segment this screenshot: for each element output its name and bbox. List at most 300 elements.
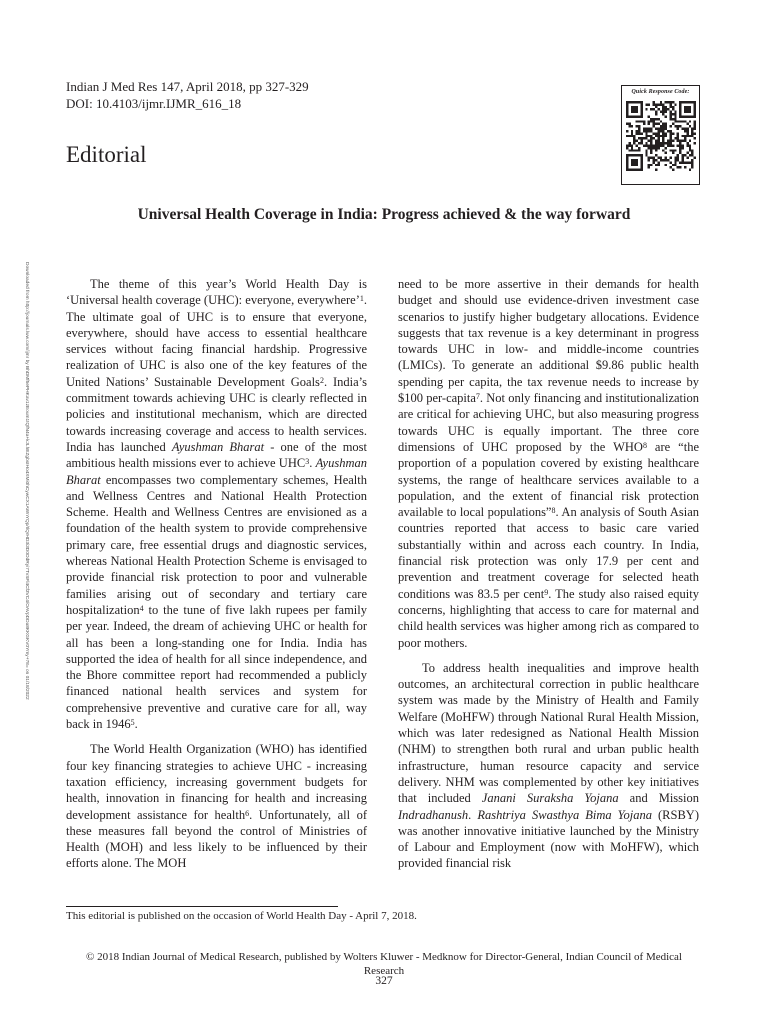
qr-module <box>669 125 671 127</box>
qr-module <box>665 115 667 117</box>
reference-marker: 2 <box>319 375 324 385</box>
qr-module <box>691 132 693 134</box>
qr-module <box>669 144 671 146</box>
qr-module <box>638 130 640 132</box>
qr-module <box>660 157 662 159</box>
qr-module <box>650 130 652 132</box>
copyright-notice: © 2018 Indian Journal of Medical Research, published by Wolters Kluwer - Medknow for Director-General, Indian Council of Medical Research <box>86 951 682 977</box>
qr-module <box>645 149 647 151</box>
body-paragraph <box>398 660 699 872</box>
qr-module <box>660 135 662 137</box>
text-run: to the tune of five lakh rupees per family per year. Indeed, the dream of achieving UHC or health for all has been a long-standing one for India. India has supported the idea of health for all since independence, and the Bhore committee report had recommended a publicly financed national health services and system for comprehensive preventive and curative care for all, way back in 1946 <box>66 602 367 732</box>
qr-module <box>628 149 630 151</box>
text-run: . Unfortunately, all of these measures fall beyond the control of Ministries of Health (MOH) and less likely to be influenced by their efforts alone. The MOH <box>66 807 367 871</box>
italic-term: Ayushman Bharat <box>171 439 265 454</box>
qr-module <box>662 130 664 132</box>
qr-module <box>694 128 696 130</box>
qr-module <box>662 159 664 161</box>
qr-module <box>657 118 659 120</box>
qr-module <box>655 154 657 156</box>
qr-module <box>653 159 655 161</box>
qr-module <box>650 164 652 166</box>
qr-module <box>640 142 642 144</box>
qr-module <box>669 149 671 151</box>
qr-module <box>674 159 676 161</box>
qr-module <box>679 147 681 149</box>
qr-module <box>674 103 676 105</box>
qr-module <box>674 118 676 120</box>
qr-module <box>677 159 679 161</box>
qr-module <box>660 130 662 132</box>
qr-module <box>655 111 657 113</box>
text-run: . <box>134 717 138 732</box>
qr-module <box>645 142 647 144</box>
qr-module <box>682 159 684 161</box>
qr-module <box>667 159 669 161</box>
qr-module <box>665 111 667 113</box>
qr-module <box>653 137 655 139</box>
text-run: . The ultimate goal of UHC is to ensure that everyone, everywhere, should have access to essential healthcare services without facing financial hardship. Progressive realization of UHC is also one of the key features of the United Nations’ Sustainable Development Goals <box>66 293 367 389</box>
qr-module <box>657 135 659 137</box>
qr-module <box>645 152 647 154</box>
qr-module <box>638 125 640 127</box>
qr-module <box>640 120 642 122</box>
qr-module <box>655 132 657 134</box>
qr-module <box>650 135 652 137</box>
qr-module <box>669 115 671 117</box>
download-side-note <box>21 262 31 732</box>
qr-module <box>684 166 686 168</box>
qr-module <box>677 132 679 134</box>
qr-module <box>674 149 676 151</box>
text-run: . An analysis of South Asian countries reported that access to basic care varied substantially within and across each country. In India, financial risk protection was only 17.9 per cent and prevention and treatment coverage for selected heath conditions was 83.5 per cent <box>398 505 699 601</box>
qr-module <box>665 128 667 130</box>
qr-module <box>648 130 650 132</box>
qr-module <box>657 142 659 144</box>
qr-module <box>648 115 650 117</box>
qr-module <box>674 125 676 127</box>
qr-module <box>667 142 669 144</box>
qr-module <box>657 123 659 125</box>
qr-module <box>662 125 664 127</box>
qr-module <box>633 149 635 151</box>
qr-module <box>662 149 664 151</box>
qr-module <box>633 140 635 142</box>
qr-module <box>679 140 681 142</box>
qr-module <box>672 164 674 166</box>
qr-module <box>691 152 693 154</box>
qr-module <box>648 123 650 125</box>
qr-module <box>662 140 664 142</box>
qr-module <box>665 123 667 125</box>
qr-module <box>643 123 645 125</box>
qr-module <box>636 120 638 122</box>
qr-module <box>643 130 645 132</box>
qr-module <box>626 144 628 146</box>
qr-module <box>638 142 640 144</box>
qr-module <box>686 144 688 146</box>
reference-marker: 4 <box>139 603 144 613</box>
qr-module <box>672 113 674 115</box>
qr-module <box>667 130 669 132</box>
qr-module <box>682 135 684 137</box>
qr-module <box>677 154 679 156</box>
qr-module <box>657 108 659 110</box>
qr-module <box>657 103 659 105</box>
qr-module <box>691 130 693 132</box>
qr-module <box>657 130 659 132</box>
qr-module <box>689 147 691 149</box>
article-title: Universal Health Coverage in India: Progress achieved & the way forward <box>137 206 631 223</box>
qr-module <box>679 125 681 127</box>
qr-module <box>684 154 686 156</box>
qr-module <box>674 115 676 117</box>
qr-module <box>674 111 676 113</box>
qr-module <box>660 142 662 144</box>
qr-module <box>684 130 686 132</box>
qr-module <box>638 137 640 139</box>
qr-module <box>669 166 671 168</box>
qr-module <box>669 132 671 134</box>
qr-module <box>653 103 655 105</box>
footnote-divider <box>66 906 338 907</box>
qr-module <box>669 106 671 108</box>
qr-module <box>686 130 688 132</box>
qr-module <box>686 152 688 154</box>
qr-module <box>665 164 667 166</box>
qr-module <box>689 161 691 163</box>
qr-module <box>686 161 688 163</box>
qr-module <box>672 101 674 103</box>
footnote: This editorial is published on the occasion of World Health Day - April 7, 2018. <box>66 910 417 922</box>
qr-module <box>684 120 686 122</box>
qr-module <box>677 135 679 137</box>
qr-module <box>689 144 691 146</box>
qr-module <box>653 132 655 134</box>
journal-header <box>66 78 309 112</box>
qr-module <box>665 125 667 127</box>
qr-module <box>645 154 647 156</box>
text-run: (RSBY) was another innovative initiative launched by the Ministry of Labour and Employment (now with MoHFW), which provided financial risk <box>398 807 699 871</box>
qr-module <box>672 108 674 110</box>
text-run: - one of the most ambitious health missions ever to achieve UHC <box>66 439 367 471</box>
qr-module <box>633 137 635 139</box>
qr-module <box>669 135 671 137</box>
qr-module <box>638 149 640 151</box>
text-run: The World Health Organization (WHO) has identified four key financing strategies to achieve UHC - increasing taxation efficiency, increasing government budgets for health, innovation in financing for health and increasing development assistance for health <box>66 742 367 822</box>
qr-code-icon[interactable] <box>626 101 696 171</box>
italic-term: Rashtriya Swasthya Bima Yojana <box>477 807 652 822</box>
qr-module <box>648 135 650 137</box>
qr-module <box>694 120 696 122</box>
text-run: . <box>309 456 316 471</box>
qr-module <box>672 118 674 120</box>
qr-module <box>648 128 650 130</box>
qr-module <box>662 108 664 110</box>
qr-module <box>650 128 652 130</box>
qr-module <box>684 161 686 163</box>
qr-module <box>677 128 679 130</box>
qr-code-label: Quick Response Code: <box>631 89 690 95</box>
qr-module <box>669 137 671 139</box>
qr-module <box>674 161 676 163</box>
qr-module <box>653 147 655 149</box>
qr-module <box>648 166 650 168</box>
qr-module <box>631 135 633 137</box>
qr-module <box>684 128 686 130</box>
qr-module <box>667 101 669 103</box>
qr-module <box>626 123 628 125</box>
qr-module <box>640 137 642 139</box>
qr-module <box>684 140 686 142</box>
qr-module <box>648 147 650 149</box>
qr-module <box>631 149 633 151</box>
qr-module <box>679 161 681 163</box>
qr-module <box>655 169 657 171</box>
qr-finder-pattern <box>631 159 638 166</box>
qr-module <box>648 164 650 166</box>
qr-module <box>669 103 671 105</box>
qr-module <box>650 120 652 122</box>
qr-module <box>645 108 647 110</box>
qr-module <box>667 140 669 142</box>
qr-module <box>669 118 671 120</box>
qr-module <box>653 118 655 120</box>
qr-module <box>691 164 693 166</box>
qr-module <box>650 157 652 159</box>
qr-module <box>633 142 635 144</box>
qr-module <box>682 120 684 122</box>
text-run: The theme of this year’s World Health Day is ‘Universal health coverage (UHC): everyone, everywhere’ <box>66 277 367 308</box>
qr-module <box>655 118 657 120</box>
qr-module <box>638 147 640 149</box>
body-paragraph <box>66 276 367 732</box>
qr-module <box>691 166 693 168</box>
qr-module <box>665 157 667 159</box>
reference-marker: 7 <box>475 392 480 402</box>
qr-module <box>645 135 647 137</box>
qr-module <box>662 137 664 139</box>
qr-module <box>653 123 655 125</box>
download-side-note-text: Downloaded from http://journals.lww.com/ijmr by BhDMf5ePHKav1zEoum1tQfN4a+kJLhEZgbsIHo4XMi0hCywCX1AWnYQp/IlQrHD3i3D0OdRyi7TvSFl4Cf3VC4/OAVpDDa8KKGKV0Ymy+78= on 01/18/2022 <box>24 262 29 700</box>
qr-module <box>655 106 657 108</box>
qr-module <box>669 142 671 144</box>
qr-module <box>665 135 667 137</box>
qr-module <box>650 137 652 139</box>
qr-module <box>631 125 633 127</box>
qr-module <box>628 125 630 127</box>
qr-module <box>631 132 633 134</box>
qr-module <box>677 120 679 122</box>
italic-term: Janani Suraksha Yojana <box>481 791 619 806</box>
qr-module <box>672 144 674 146</box>
qr-module <box>689 154 691 156</box>
qr-module <box>655 140 657 142</box>
text-run: need to be more assertive in their demands for health budget and should use evidence-driven investment case scenarios to justify higher budgetary allocations. Evidence suggests that tax revenue is a key determinant in progress towards UHC in low- and middle-income countries (LMICs). To generate an additional $9.86 public health spending per capita, the tax revenue needs to increase by $100 per-capita <box>398 277 699 406</box>
text-run: To address health inequalities and improve health outcomes, an architectural correction in public healthcare system was made by the Ministry of Health and Family Welfare (MoHFW) through National Rural Health Mission, which was later redesigned as National Health Mission (NHM) to strengthen both rural and urban public health infrastructure, human resource capacity and service delivery. NHM was complemented by other key initiatives that included <box>398 660 699 806</box>
reference-marker: 5 <box>130 718 135 728</box>
qr-finder-pattern <box>631 106 638 113</box>
qr-module <box>628 142 630 144</box>
qr-module <box>631 147 633 149</box>
left-column <box>66 276 367 881</box>
qr-module <box>636 144 638 146</box>
qr-module <box>657 164 659 166</box>
qr-module <box>645 137 647 139</box>
qr-module <box>633 135 635 137</box>
qr-module <box>636 132 638 134</box>
body-paragraph <box>398 276 699 651</box>
reference-marker: 9 <box>544 587 549 597</box>
qr-module <box>650 149 652 151</box>
qr-module <box>660 120 662 122</box>
qr-module <box>691 154 693 156</box>
qr-module <box>660 111 662 113</box>
qr-module <box>689 125 691 127</box>
qr-module <box>689 149 691 151</box>
reference-marker: 6 <box>245 808 250 818</box>
qr-finder-pattern <box>684 106 691 113</box>
reference-marker: 1 <box>359 294 364 304</box>
qr-module <box>674 120 676 122</box>
qr-module <box>669 161 671 163</box>
qr-module <box>650 140 652 142</box>
qr-module <box>653 125 655 127</box>
qr-module <box>655 164 657 166</box>
qr-module <box>657 137 659 139</box>
qr-module <box>682 147 684 149</box>
qr-module <box>694 142 696 144</box>
qr-module <box>689 169 691 171</box>
qr-module <box>672 169 674 171</box>
qr-module <box>677 140 679 142</box>
qr-module <box>650 147 652 149</box>
qr-module <box>628 144 630 146</box>
qr-module <box>657 157 659 159</box>
text-run: . <box>468 807 478 822</box>
qr-module <box>655 123 657 125</box>
qr-module <box>682 157 684 159</box>
qr-module <box>655 159 657 161</box>
italic-term: Indradhanush <box>398 807 469 822</box>
qr-module <box>672 149 674 151</box>
qr-module <box>691 161 693 163</box>
qr-module <box>686 142 688 144</box>
qr-module <box>672 123 674 125</box>
qr-module <box>648 159 650 161</box>
qr-module <box>677 125 679 127</box>
qr-module <box>655 128 657 130</box>
qr-module <box>669 111 671 113</box>
qr-module <box>677 157 679 159</box>
qr-module <box>689 120 691 122</box>
qr-module <box>694 137 696 139</box>
qr-module <box>636 125 638 127</box>
text-run: . The study also raised equity concerns, highlighting that access to care for maternal and child health services was higher among rich as compared to poor mothers. <box>398 586 699 650</box>
qr-module <box>665 132 667 134</box>
qr-module <box>643 144 645 146</box>
qr-module <box>679 120 681 122</box>
qr-module <box>648 103 650 105</box>
qr-module <box>645 132 647 134</box>
qr-module <box>631 130 633 132</box>
qr-module <box>653 157 655 159</box>
qr-module <box>643 120 645 122</box>
qr-module <box>665 106 667 108</box>
qr-module <box>674 164 676 166</box>
qr-module <box>626 147 628 149</box>
qr-module <box>665 159 667 161</box>
qr-module <box>677 144 679 146</box>
qr-module <box>682 154 684 156</box>
qr-module <box>660 128 662 130</box>
right-column <box>398 276 699 881</box>
qr-module <box>636 130 638 132</box>
qr-module <box>657 128 659 130</box>
qr-module <box>650 152 652 154</box>
qr-module <box>667 144 669 146</box>
qr-module <box>648 144 650 146</box>
qr-module <box>653 144 655 146</box>
qr-module <box>674 113 676 115</box>
qr-module <box>662 128 664 130</box>
qr-module <box>684 135 686 137</box>
qr-module <box>655 113 657 115</box>
qr-module <box>691 135 693 137</box>
qr-module <box>672 106 674 108</box>
qr-module <box>657 132 659 134</box>
doi-link[interactable]: DOI: 10.4103/ijmr.IJMR_616_18 <box>66 96 242 111</box>
qr-module <box>662 111 664 113</box>
qr-module <box>636 140 638 142</box>
section-title: Editorial <box>66 142 147 167</box>
qr-module <box>672 140 674 142</box>
qr-module <box>682 144 684 146</box>
qr-module <box>650 118 652 120</box>
qr-module <box>672 152 674 154</box>
qr-module <box>662 113 664 115</box>
qr-module <box>662 135 664 137</box>
qr-module <box>665 101 667 103</box>
italic-term: Ayushman Bharat <box>66 456 367 487</box>
qr-module <box>640 132 642 134</box>
reference-marker: 8 <box>551 506 556 516</box>
qr-module <box>638 120 640 122</box>
body-paragraph <box>66 741 367 871</box>
qr-module <box>665 108 667 110</box>
qr-module <box>691 149 693 151</box>
qr-module <box>686 132 688 134</box>
text-run: encompasses two complementary schemes, Health and Wellness Centres and National Health Protection Scheme. Health and Wellness Centres are envisioned as a foundation of the health system to provide comprehensive primary care, free essential drugs and diagnostic services, whereas National Health Protection Scheme is envisaged to provide financial risk protection to poor and vulnerable families arising out of secondary and tertiary care hospitalization <box>66 472 367 617</box>
page-number: 327 <box>375 975 393 987</box>
qr-module <box>643 137 645 139</box>
reference-marker: 3 <box>305 457 310 467</box>
qr-module <box>657 140 659 142</box>
qr-module <box>669 157 671 159</box>
qr-module <box>643 128 645 130</box>
qr-module <box>626 130 628 132</box>
qr-module <box>655 147 657 149</box>
qr-module <box>655 149 657 151</box>
qr-module <box>669 113 671 115</box>
qr-module <box>660 144 662 146</box>
qr-module <box>653 161 655 163</box>
qr-module <box>662 123 664 125</box>
qr-module <box>682 140 684 142</box>
qr-module <box>686 128 688 130</box>
qr-module <box>645 130 647 132</box>
qr-module <box>677 166 679 168</box>
